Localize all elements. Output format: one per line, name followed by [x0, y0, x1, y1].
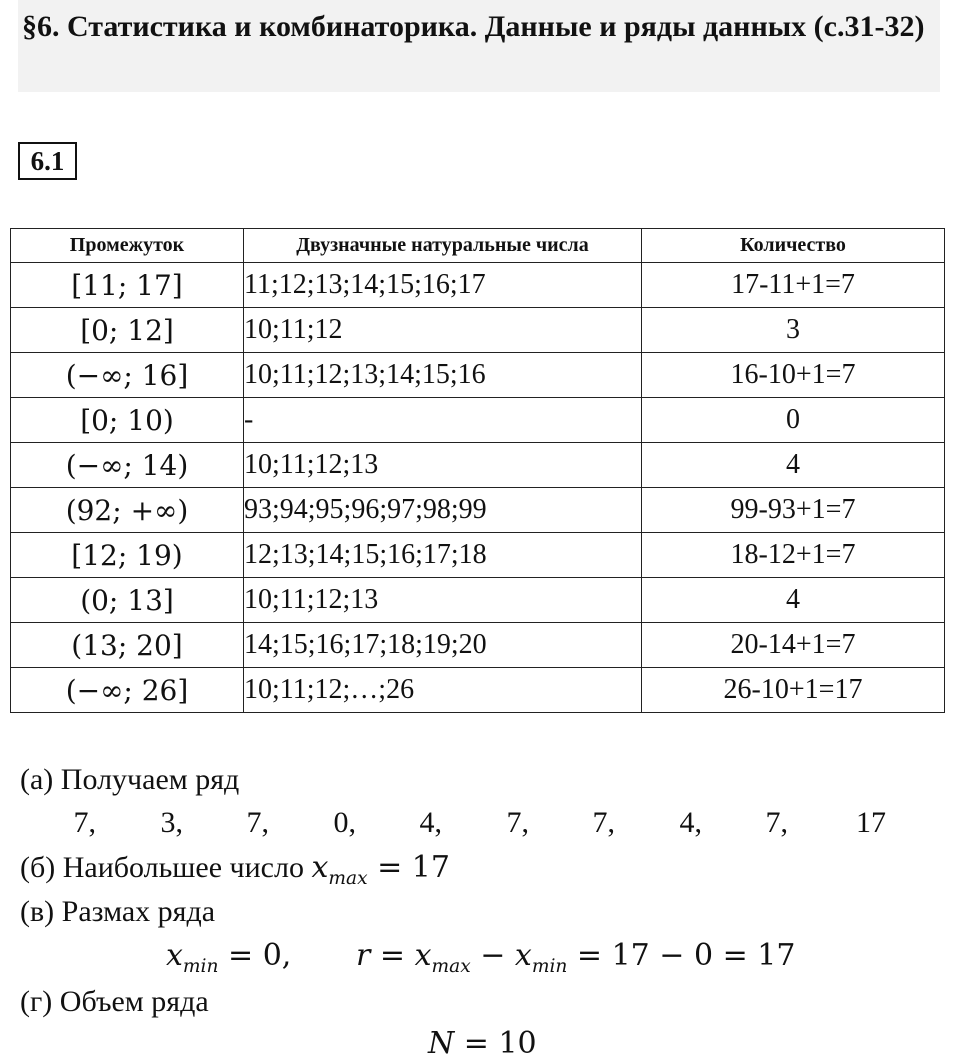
x-min-value: = 0, — [218, 938, 292, 973]
r-variable: r — [356, 938, 371, 973]
numbers-cell: 11;12;13;14;15;16;17 — [244, 263, 642, 308]
max-subscript: max — [328, 868, 368, 889]
series-value: 3, — [160, 806, 183, 839]
numbers-cell: 14;15;16;17;18;19;20 — [244, 623, 642, 668]
numbers-cell: 93;94;95;96;97;98;99 — [244, 488, 642, 533]
column-header-numbers: Двузначные натуральные числа — [244, 229, 642, 263]
series-value: 4, — [679, 806, 702, 839]
interval-cell: [0; 10) — [11, 398, 244, 443]
count-cell: 17-11+1=7 — [642, 263, 945, 308]
x-min-symbol — [166, 938, 219, 977]
x-variable: x — [414, 938, 432, 973]
x-variable: x — [311, 850, 329, 885]
equals-sign: = — [370, 938, 415, 973]
table-row — [11, 443, 945, 488]
n-variable: N — [428, 1026, 455, 1061]
numbers-cell: - — [244, 398, 642, 443]
answer-b-value: = 17 — [367, 850, 450, 885]
table-row — [11, 308, 945, 353]
section-title: §6. Статистика и комбинаторика. Данные и ряды данных (с.31-32) — [22, 10, 925, 43]
table-row — [11, 533, 945, 578]
answer-a-label: (а) Получаем ряд — [20, 763, 240, 796]
table-row — [11, 488, 945, 533]
volume-value: = 10 — [454, 1026, 537, 1061]
interval-cell: (−∞; 14) — [11, 443, 244, 488]
max-subscript: max — [431, 956, 471, 977]
min-subscript: min — [182, 956, 219, 977]
count-cell: 26-10+1=17 — [642, 668, 945, 713]
series-value: 7, — [592, 806, 615, 839]
minus-sign: − — [470, 938, 515, 973]
interval-cell: (13; 20] — [11, 623, 244, 668]
min-subscript: min — [531, 956, 568, 977]
answer-b-label: (б) Наибольшее число — [20, 851, 304, 884]
interval-cell: (92; +∞) — [11, 488, 244, 533]
table-row — [11, 578, 945, 623]
numbers-cell: 10;11;12;13;14;15;16 — [244, 353, 642, 398]
count-cell: 0 — [642, 398, 945, 443]
interval-cell: (−∞; 16] — [11, 353, 244, 398]
exercise-number: 6.1 — [18, 142, 77, 180]
table-row — [11, 263, 945, 308]
count-cell: 4 — [642, 578, 945, 623]
series-value: 7, — [765, 806, 788, 839]
answer-v-label: (в) Размах ряда — [20, 895, 216, 928]
x-min-symbol — [514, 938, 568, 977]
count-cell: 20-14+1=7 — [642, 623, 945, 668]
numbers-cell: 10;11;12 — [244, 308, 642, 353]
table-row — [11, 398, 945, 443]
series-value: 4, — [419, 806, 442, 839]
column-header-interval: Промежуток — [11, 229, 244, 263]
count-cell: 16-10+1=7 — [642, 353, 945, 398]
interval-cell: (−∞; 26] — [11, 668, 244, 713]
range-formula — [356, 938, 795, 985]
x-variable: x — [514, 938, 532, 973]
count-cell: 99-93+1=7 — [642, 488, 945, 533]
interval-cell: [12; 19) — [11, 533, 244, 578]
count-cell: 18-12+1=7 — [642, 533, 945, 578]
x-min-formula — [166, 938, 291, 985]
data-series — [0, 806, 960, 842]
interval-cell: (0; 13] — [11, 578, 244, 623]
interval-cell: [11; 17] — [11, 263, 244, 308]
numbers-cell: 12;13;14;15;16;17;18 — [244, 533, 642, 578]
column-header-count: Количество — [642, 229, 945, 263]
answer-b — [20, 850, 450, 897]
series-value: 17 — [856, 806, 886, 839]
volume-formula — [428, 1026, 537, 1062]
x-variable: x — [166, 938, 183, 973]
range-value: = 17 − 0 = 17 — [567, 938, 796, 973]
series-value: 7, — [73, 806, 96, 839]
count-cell: 4 — [642, 443, 945, 488]
series-value: 7, — [506, 806, 529, 839]
intervals-table — [10, 228, 945, 713]
series-value: 7, — [246, 806, 269, 839]
table-row — [11, 623, 945, 668]
series-value: 0, — [333, 806, 356, 839]
numbers-cell: 10;11;12;13 — [244, 443, 642, 488]
table-row — [11, 668, 945, 713]
count-cell: 3 — [642, 308, 945, 353]
table-header-row — [11, 229, 945, 263]
numbers-cell: 10;11;12;…;26 — [244, 668, 642, 713]
interval-cell: [0; 12] — [11, 308, 244, 353]
numbers-cell: 10;11;12;13 — [244, 578, 642, 623]
x-max-symbol — [311, 850, 368, 889]
answer-g-label: (г) Объем ряда — [20, 985, 209, 1018]
table-row — [11, 353, 945, 398]
x-max-symbol — [414, 938, 471, 977]
